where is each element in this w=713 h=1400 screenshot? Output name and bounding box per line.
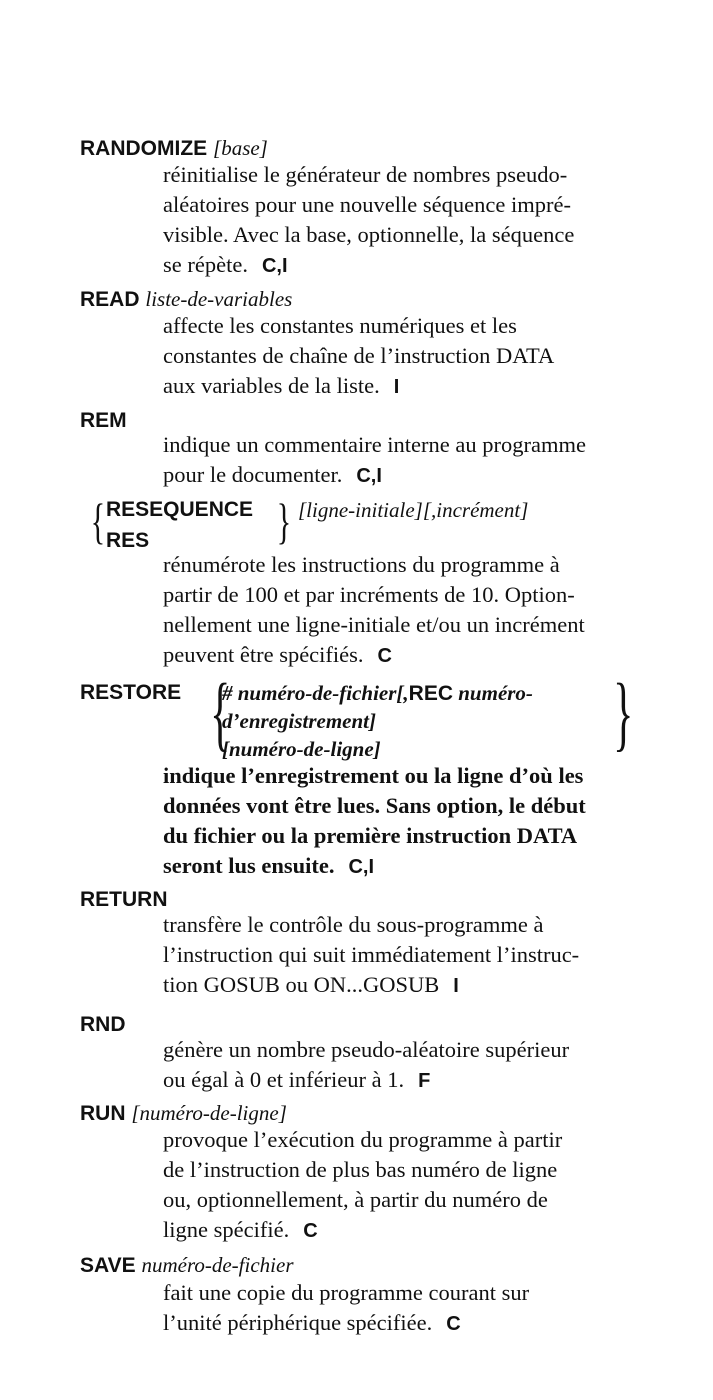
entry-description-rem bbox=[163, 430, 683, 491]
keyword-arguments: [base] bbox=[213, 136, 268, 160]
left-brace: { bbox=[210, 667, 231, 760]
availability-flag: I bbox=[453, 975, 459, 997]
description-line: seront lus ensuite. bbox=[163, 853, 335, 878]
availability-flag: I bbox=[393, 376, 400, 398]
right-brace: } bbox=[276, 493, 292, 549]
keyword-arguments: [numéro-de-ligne] bbox=[222, 737, 381, 761]
description-line: l’unité périphérique spécifiée. bbox=[163, 1310, 433, 1335]
description-line: ou égal à 0 et inférieur à 1. bbox=[163, 1067, 405, 1092]
availability-flag: C,I bbox=[356, 465, 382, 487]
keyword: RUN bbox=[80, 1102, 126, 1125]
keyword: RESTORE bbox=[80, 681, 182, 704]
description-line: aux variables de la liste. bbox=[163, 373, 380, 398]
restore-arguments-line3 bbox=[222, 736, 381, 763]
keyword-arguments: [ligne-initiale][,incrément] bbox=[298, 498, 529, 522]
description-line: fait une copie du programme courant sur bbox=[163, 1280, 530, 1305]
restore-arguments bbox=[222, 680, 533, 707]
entry-description-read bbox=[163, 311, 683, 402]
keyword: SAVE bbox=[80, 1254, 136, 1277]
restore-arguments-line2 bbox=[222, 708, 376, 735]
entry-description-resequence bbox=[163, 550, 683, 671]
keyword: RETURN bbox=[80, 888, 168, 911]
description-line: partir de 100 et par incréments de 10. Option- bbox=[163, 582, 575, 607]
entry-keyword-restore bbox=[80, 680, 181, 706]
description-line: visible. Avec la base, optionnelle, la séquence bbox=[163, 222, 575, 247]
keyword: RND bbox=[80, 1013, 126, 1036]
entry-description-rnd bbox=[163, 1035, 683, 1096]
availability-flag: C bbox=[303, 1220, 318, 1242]
entry-description-save bbox=[163, 1278, 683, 1339]
description-line: réinitialise le générateur de nombres pseudo- bbox=[163, 162, 568, 187]
entry-keyword-res bbox=[106, 528, 149, 554]
description-line: tion GOSUB ou ON...GOSUB bbox=[163, 972, 440, 997]
keyword-alias: RES bbox=[106, 529, 150, 552]
description-line: peuvent être spécifiés. bbox=[163, 642, 364, 667]
rec-keyword: REC bbox=[408, 682, 453, 705]
keyword-arguments: # numéro-de-fichier[, bbox=[222, 681, 409, 705]
left-brace: { bbox=[90, 493, 106, 549]
description-line: aléatoires pour une nouvelle séquence impré- bbox=[163, 192, 571, 217]
description-line: se répète. bbox=[163, 252, 248, 277]
availability-flag: C,I bbox=[348, 856, 375, 878]
availability-flag: F bbox=[418, 1070, 431, 1092]
description-line: constantes de chaîne de l’instruction DATA bbox=[163, 343, 555, 368]
keyword: RANDOMIZE bbox=[80, 137, 208, 160]
entry-keyword-return bbox=[80, 887, 168, 913]
description-line: affecte les constantes numériques et les bbox=[163, 313, 517, 338]
description-line: indique l’enregistrement ou la ligne d’où les bbox=[163, 763, 584, 788]
description-line: pour le documenter. bbox=[163, 462, 343, 487]
entry-keyword-run bbox=[80, 1100, 287, 1127]
description-line: données vont être lues. Sans option, le début bbox=[163, 793, 586, 818]
description-line: provoque l’exécution du programme à partir bbox=[163, 1127, 563, 1152]
entry-description-return bbox=[163, 910, 683, 1001]
keyword: RESEQUENCE bbox=[106, 498, 254, 521]
description-line: ou, optionnellement, à partir du numéro de bbox=[163, 1187, 548, 1212]
keyword-arguments: numéro-de-fichier bbox=[141, 1253, 294, 1277]
description-line: du fichier ou la première instruction DATA bbox=[163, 823, 578, 848]
entry-description-randomize bbox=[163, 160, 683, 281]
description-line: de l’instruction de plus bas numéro de ligne bbox=[163, 1157, 558, 1182]
entry-keyword-randomize bbox=[80, 135, 268, 162]
description-line: l’instruction qui suit immédiatement l’instruc- bbox=[163, 942, 580, 967]
availability-flag: C,I bbox=[261, 255, 288, 277]
keyword-arguments: [numéro-de-ligne] bbox=[131, 1101, 287, 1125]
availability-flag: C bbox=[446, 1313, 461, 1335]
entry-description-run bbox=[163, 1125, 683, 1246]
entry-keyword-rnd bbox=[80, 1012, 126, 1038]
entry-keyword-resequence bbox=[106, 497, 253, 523]
right-brace: } bbox=[613, 667, 634, 760]
entry-keyword-rem bbox=[80, 408, 127, 434]
description-line: transfère le contrôle du sous-programme à bbox=[163, 912, 544, 937]
keyword: READ bbox=[80, 288, 140, 311]
entry-arguments-resequence bbox=[298, 497, 528, 524]
entry-description-restore bbox=[163, 761, 683, 882]
keyword-arguments: numéro- bbox=[453, 681, 533, 705]
description-line: ligne spécifié. bbox=[163, 1217, 290, 1242]
availability-flag: C bbox=[377, 645, 392, 667]
description-line: nellement une ligne-initiale et/ou un incrément bbox=[163, 612, 585, 637]
description-line: indique un commentaire interne au programme bbox=[163, 432, 586, 457]
entry-keyword-read bbox=[80, 286, 292, 313]
entry-keyword-save bbox=[80, 1252, 294, 1279]
description-line: rénumérote les instructions du programme à bbox=[163, 552, 560, 577]
keyword-arguments: liste-de-variables bbox=[145, 287, 293, 311]
description-line: génère un nombre pseudo-aléatoire supérieur bbox=[163, 1037, 570, 1062]
keyword-arguments: d’enregistrement] bbox=[222, 709, 376, 733]
keyword: REM bbox=[80, 409, 127, 432]
